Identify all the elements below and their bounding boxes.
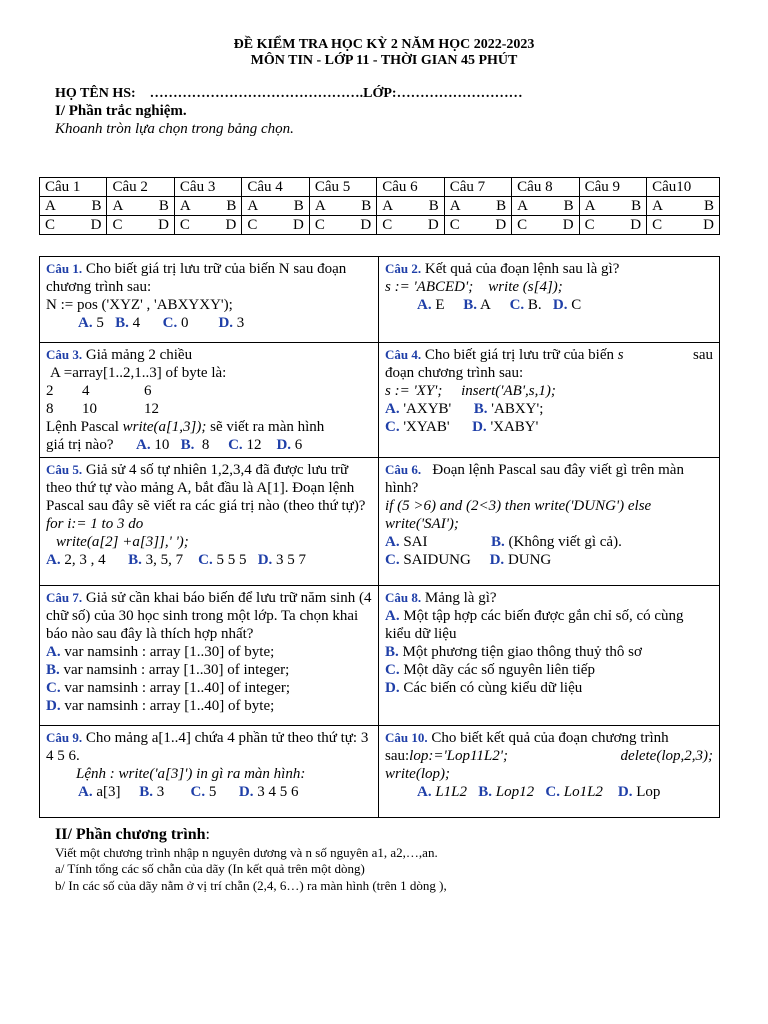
option-letter[interactable]: C.	[385, 419, 400, 435]
option-letter[interactable]: C.	[46, 680, 61, 696]
option-value: (Không viết gì cả).	[508, 534, 622, 550]
answer-header-cell: Câu 8	[512, 178, 579, 197]
option-letter[interactable]: D.	[489, 552, 505, 568]
question-code: delete(lop,2,3);	[620, 748, 713, 764]
question-text: Kết quả của đoạn lệnh sau là gì?	[424, 261, 620, 277]
question-label: Câu 3.	[46, 347, 83, 362]
answer-header-cell: Câu 2	[107, 178, 174, 197]
question-code: s := 'XY'; insert('AB',s,1);	[385, 383, 556, 399]
option-letter[interactable]: B.	[180, 437, 195, 453]
question-declaration: A =array[1..2,1..3] of byte là:	[50, 365, 227, 381]
question-7	[40, 586, 379, 726]
matrix-row-2	[46, 400, 372, 418]
question-text: Lệnh Pascal	[46, 419, 119, 435]
answer-choice[interactable]: A	[179, 198, 191, 214]
answer-choice[interactable]: B	[293, 198, 304, 214]
answer-choice[interactable]: D	[292, 217, 304, 233]
option-value: E	[435, 297, 445, 313]
answer-cell[interactable]	[242, 197, 309, 216]
answer-choice[interactable]: A	[449, 198, 461, 214]
question-10	[379, 726, 720, 818]
question-code: write(lop);	[385, 766, 450, 782]
question-8	[379, 586, 720, 726]
option-value: var namsinh : array [1..40] of integer;	[64, 680, 291, 696]
option-value: 5 5 5	[216, 552, 247, 568]
question-text: Mảng là gì?	[424, 590, 497, 606]
option-letter[interactable]: B.	[128, 552, 142, 568]
question-4	[379, 343, 720, 458]
answer-choice[interactable]: C	[247, 217, 258, 233]
answer-cell[interactable]	[444, 197, 511, 216]
question-label: Câu 6.	[385, 462, 422, 477]
option-value: L1L2	[435, 784, 468, 800]
question-label: Câu 2.	[385, 261, 422, 276]
option-letter[interactable]: B.	[46, 662, 60, 678]
question-text: Giả sử cần khai báo biến để lưu trữ năm sinh (4 chữ số) của 30 học sinh trong một lớp. Ta chọn khai báo nào sau đây là thích hợp nhất?	[46, 590, 372, 642]
option-letter[interactable]: A.	[135, 437, 151, 453]
option-letter[interactable]: B.	[463, 297, 478, 313]
option-value: 3	[236, 315, 245, 331]
options-row	[385, 400, 713, 418]
answer-choice[interactable]: B	[703, 198, 714, 214]
option-value: 5	[208, 784, 217, 800]
option-value: Một dãy các số nguyên liên tiếp	[403, 662, 595, 678]
matrix-cell: 8	[46, 401, 54, 417]
answer-choice[interactable]: D	[427, 217, 439, 233]
answer-choice[interactable]: A	[112, 198, 124, 214]
answer-row-ab	[40, 197, 720, 216]
option-value: 'XABY'	[490, 419, 539, 435]
question-label: Câu 4.	[385, 347, 422, 362]
answer-choice[interactable]: A	[517, 198, 529, 214]
options-row	[46, 551, 372, 569]
option-value: 'AXYB'	[403, 401, 452, 417]
option-value: 4	[132, 315, 141, 331]
option-value: SAI	[403, 534, 428, 550]
option-letter[interactable]: D.	[46, 698, 61, 714]
answer-choice[interactable]: A	[382, 198, 394, 214]
answer-choice[interactable]: A	[652, 198, 663, 214]
option-letter[interactable]: B.	[115, 315, 129, 331]
answer-header-cell: Câu 1	[40, 178, 107, 197]
answer-choice[interactable]: D	[562, 217, 574, 233]
answer-cell[interactable]	[377, 216, 444, 235]
option-letter[interactable]: D.	[257, 552, 273, 568]
answer-choice[interactable]: D	[360, 217, 372, 233]
option-value: 'ABXY';	[491, 401, 544, 417]
option-line[interactable]	[46, 679, 372, 697]
option-value: Một phương tiện giao thông thuỷ thô sơ	[402, 644, 642, 660]
answer-header-cell: Câu 9	[579, 178, 646, 197]
options-row	[46, 783, 372, 801]
answer-choice[interactable]: C	[584, 217, 595, 233]
question-5	[40, 458, 379, 586]
question-table	[39, 256, 720, 818]
option-value: 6	[294, 437, 303, 453]
option-letter[interactable]: C.	[198, 552, 213, 568]
option-value: Lop12	[495, 784, 535, 800]
option-letter[interactable]: A.	[417, 784, 432, 800]
question-text: Cho mảng a[1..4] chứa 4 phần tử theo thứ tự: 3 4 5 6.	[46, 730, 369, 764]
answer-choice[interactable]: B	[226, 198, 237, 214]
question-text: sau	[693, 347, 713, 363]
option-letter[interactable]: D.	[385, 680, 400, 696]
option-letter[interactable]: C.	[385, 662, 400, 678]
answer-cell[interactable]	[40, 216, 107, 235]
option-value: B.	[527, 297, 542, 313]
question-label: Câu 7.	[46, 590, 83, 605]
option-letter[interactable]: C.	[545, 784, 560, 800]
option-value: 3 4 5 6	[257, 784, 299, 800]
option-letter[interactable]: A.	[385, 608, 400, 624]
answer-choice[interactable]: C	[652, 217, 663, 233]
option-value: Lop	[636, 784, 661, 800]
option-value: 3	[156, 784, 165, 800]
part2-title: II/ Phần chương trình:	[55, 826, 210, 843]
options-row	[385, 296, 713, 314]
question-label: Câu 9.	[46, 730, 83, 745]
answer-choice[interactable]: C	[112, 217, 123, 233]
question-code: lop:='Lop11L2';	[409, 748, 508, 764]
option-letter[interactable]: C.	[228, 437, 243, 453]
answer-table	[39, 177, 720, 235]
option-value: 2, 3 , 4	[64, 552, 106, 568]
matrix-cell: 2	[46, 383, 54, 399]
matrix-cell: 4	[82, 383, 90, 399]
option-value: 0	[180, 315, 189, 331]
option-letter[interactable]: A.	[78, 784, 93, 800]
answer-choice[interactable]: D	[703, 217, 714, 233]
answer-choice[interactable]: B	[428, 198, 439, 214]
options-row	[385, 783, 713, 801]
answer-choice[interactable]: B	[563, 198, 574, 214]
answer-header-cell: Câu 5	[309, 178, 376, 197]
option-value: 3, 5, 7	[145, 552, 184, 568]
answer-cell[interactable]	[107, 197, 174, 216]
option-letter[interactable]: C.	[162, 315, 178, 331]
question-variable: s	[617, 347, 624, 363]
answer-header-cell: Câu 6	[377, 178, 444, 197]
option-letter[interactable]: D.	[238, 784, 254, 800]
answer-choice[interactable]: D	[495, 217, 507, 233]
matrix-row-1	[46, 382, 372, 400]
question-label: Câu 8.	[385, 590, 422, 605]
option-letter[interactable]: C.	[190, 784, 206, 800]
answer-cell[interactable]	[40, 197, 107, 216]
answer-choice[interactable]: A	[314, 198, 326, 214]
question-3	[40, 343, 379, 458]
answer-choice[interactable]: B	[496, 198, 507, 214]
option-letter[interactable]: D.	[552, 297, 568, 313]
answer-cell[interactable]	[579, 216, 646, 235]
option-letter[interactable]: D.	[276, 437, 292, 453]
answer-row-cd	[40, 216, 720, 235]
answer-cell[interactable]	[512, 197, 579, 216]
matrix-cell: 6	[144, 383, 152, 399]
option-letter[interactable]: C.	[385, 552, 400, 568]
options-row	[46, 314, 372, 332]
answer-choice[interactable]: A	[247, 198, 259, 214]
answer-choice[interactable]: D	[90, 217, 102, 233]
answer-cell[interactable]	[512, 216, 579, 235]
question-code: if (5 >6) and (2<3) then write('DUNG') else write('SAI');	[385, 498, 652, 532]
question-code: N := pos ('XYZ' , 'ABXYXY');	[46, 297, 233, 313]
question-code: s := 'ABCED'; write (s[4]);	[385, 279, 563, 295]
option-letter[interactable]: D.	[617, 784, 633, 800]
option-value: C	[571, 297, 582, 313]
question-label: Câu 10.	[385, 730, 428, 745]
answer-table-header	[40, 178, 720, 197]
option-value: 8	[201, 437, 210, 453]
option-line[interactable]	[385, 679, 713, 697]
option-value: 5	[96, 315, 104, 331]
option-value: 12	[246, 437, 262, 453]
option-letter[interactable]: B.	[139, 784, 154, 800]
option-value: Lo1L2	[563, 784, 603, 800]
option-letter[interactable]: A.	[385, 401, 400, 417]
option-value: 10	[154, 437, 170, 453]
answer-choice[interactable]: B	[631, 198, 642, 214]
question-text: sẽ viết ra màn hình	[210, 419, 325, 435]
option-letter[interactable]: B.	[473, 401, 488, 417]
answer-header-cell: Câu10	[647, 178, 720, 197]
part1-instruction: Khoanh tròn lựa chọn trong bảng chọn.	[55, 121, 294, 137]
option-value: Một tập hợp các biến được gắn chỉ số, có cùng kiểu dữ liệu	[385, 608, 684, 642]
option-line[interactable]	[385, 643, 713, 661]
answer-choice[interactable]: A	[45, 198, 56, 214]
option-letter[interactable]: D.	[472, 419, 487, 435]
option-line[interactable]	[385, 607, 713, 643]
answer-choice[interactable]: B	[158, 198, 169, 214]
options-row	[385, 533, 713, 551]
matrix-cell: 10	[82, 401, 97, 417]
option-value: DUNG	[507, 552, 552, 568]
options-row	[385, 551, 713, 569]
option-line[interactable]	[46, 661, 372, 679]
option-value: SAIDUNG	[403, 552, 471, 568]
answer-header-cell: Câu 4	[242, 178, 309, 197]
answer-cell[interactable]	[647, 197, 720, 216]
option-line[interactable]	[46, 697, 372, 715]
answer-choice[interactable]: B	[361, 198, 372, 214]
answer-choice[interactable]: C	[449, 217, 460, 233]
question-text: Đoạn lệnh Pascal sau đây viết gì trên màn hình?	[385, 462, 684, 496]
answer-header-cell: Câu 3	[174, 178, 241, 197]
answer-cell[interactable]	[107, 216, 174, 235]
exam-subtitle: MÔN TIN - LỚP 11 - THỜI GIAN 45 PHÚT	[250, 53, 518, 68]
question-text: đoạn chương trình sau:	[385, 365, 524, 381]
question-text: Giả mảng 2 chiều	[85, 347, 193, 363]
question-text: Cho biết giá trị lưu trữ của biến	[424, 347, 615, 363]
option-value: var namsinh : array [1..30] of byte;	[64, 644, 275, 660]
question-2	[379, 257, 720, 343]
answer-cell[interactable]	[444, 216, 511, 235]
part2-line-1: Viết một chương trình nhập n nguyên dương và n số nguyên a1, a2,…,an.	[55, 845, 438, 860]
option-value: 3 5 7	[276, 552, 307, 568]
answer-choice[interactable]: D	[225, 217, 237, 233]
option-letter[interactable]: B.	[478, 784, 493, 800]
question-text: Cho biết kết quả của đoạn chương trình	[431, 730, 669, 746]
option-letter[interactable]: B.	[385, 644, 399, 660]
question-1	[40, 257, 379, 343]
option-value: A	[479, 297, 491, 313]
answer-choice[interactable]: D	[630, 217, 642, 233]
matrix-cell: 12	[144, 401, 159, 417]
answer-choice[interactable]: C	[179, 217, 190, 233]
option-value: 'XYAB'	[403, 419, 450, 435]
part2-line-a: a/ Tính tổng các số chẵn của dãy (In kết quả trên một dòng)	[55, 861, 365, 876]
answer-choice[interactable]: C	[314, 217, 325, 233]
option-letter[interactable]: D.	[218, 315, 234, 331]
question-text: giá trị nào?	[46, 437, 114, 453]
answer-cell[interactable]	[174, 197, 241, 216]
option-letter[interactable]: C.	[509, 297, 525, 313]
question-text: Giả sử 4 số tự nhiên 1,2,3,4 đã được lưu trữ theo thứ tự vào mảng A, bắt đầu là A[1]. Đoạn lệnh Pascal sau đây sẽ viết ra các giá trị nào (theo thứ tự)?	[46, 462, 366, 514]
question-6	[379, 458, 720, 586]
option-value: Các biến có cùng kiểu dữ liệu	[403, 680, 583, 696]
exam-title: ĐỀ KIỂM TRA HỌC KỲ 2 NĂM HỌC 2022-2023	[233, 37, 535, 52]
part1-title: I/ Phần trắc nghiệm.	[55, 103, 187, 119]
student-name-line: HỌ TÊN HS: ……………………………………….LỚP:………………………	[55, 86, 523, 101]
answer-choice[interactable]: A	[584, 198, 596, 214]
answer-choice[interactable]: D	[158, 217, 169, 233]
option-letter[interactable]: B.	[491, 534, 505, 550]
option-value: var namsinh : array [1..40] of byte;	[64, 698, 275, 714]
question-text: Cho biết giá trị lưu trữ của biến N sau đoạn chương trình sau:	[46, 261, 347, 295]
question-text: sau:	[385, 748, 410, 764]
option-letter[interactable]: A.	[417, 297, 432, 313]
question-code: write(a[1,3]);	[122, 419, 207, 435]
answer-choice[interactable]: C	[382, 217, 393, 233]
options-row	[385, 418, 713, 436]
answer-cell[interactable]	[309, 197, 376, 216]
answer-choice[interactable]: C	[45, 217, 56, 233]
part2-line-b: b/ In các số của dãy nằm ở vị trí chẵn (2,4, 6…) ra màn hình (trên 1 dòng ),	[55, 878, 447, 893]
option-letter[interactable]: A.	[46, 644, 61, 660]
answer-cell[interactable]	[377, 197, 444, 216]
option-letter[interactable]: A.	[78, 315, 93, 331]
option-line[interactable]	[46, 643, 372, 661]
question-label: Câu 1.	[46, 261, 83, 276]
question-9	[40, 726, 379, 818]
answer-choice[interactable]: C	[517, 217, 528, 233]
answer-cell[interactable]	[309, 216, 376, 235]
option-letter[interactable]: A.	[385, 534, 400, 550]
answer-choice[interactable]: B	[91, 198, 102, 214]
option-line[interactable]	[385, 661, 713, 679]
question-code: Lệnh : write('a[3]') in gì ra màn hình:	[76, 766, 306, 782]
option-value: a[3]	[96, 784, 121, 800]
question-code: for i:= 1 to 3 do	[46, 516, 144, 532]
answer-cell[interactable]	[242, 216, 309, 235]
answer-cell[interactable]	[579, 197, 646, 216]
option-value: var namsinh : array [1..30] of integer;	[63, 662, 290, 678]
question-label: Câu 5.	[46, 462, 83, 477]
answer-cell[interactable]	[174, 216, 241, 235]
answer-cell[interactable]	[647, 216, 720, 235]
answer-header-cell: Câu 7	[444, 178, 511, 197]
question-code: write(a[2] +a[3]],' ');	[56, 534, 189, 550]
option-letter[interactable]: A.	[46, 552, 61, 568]
